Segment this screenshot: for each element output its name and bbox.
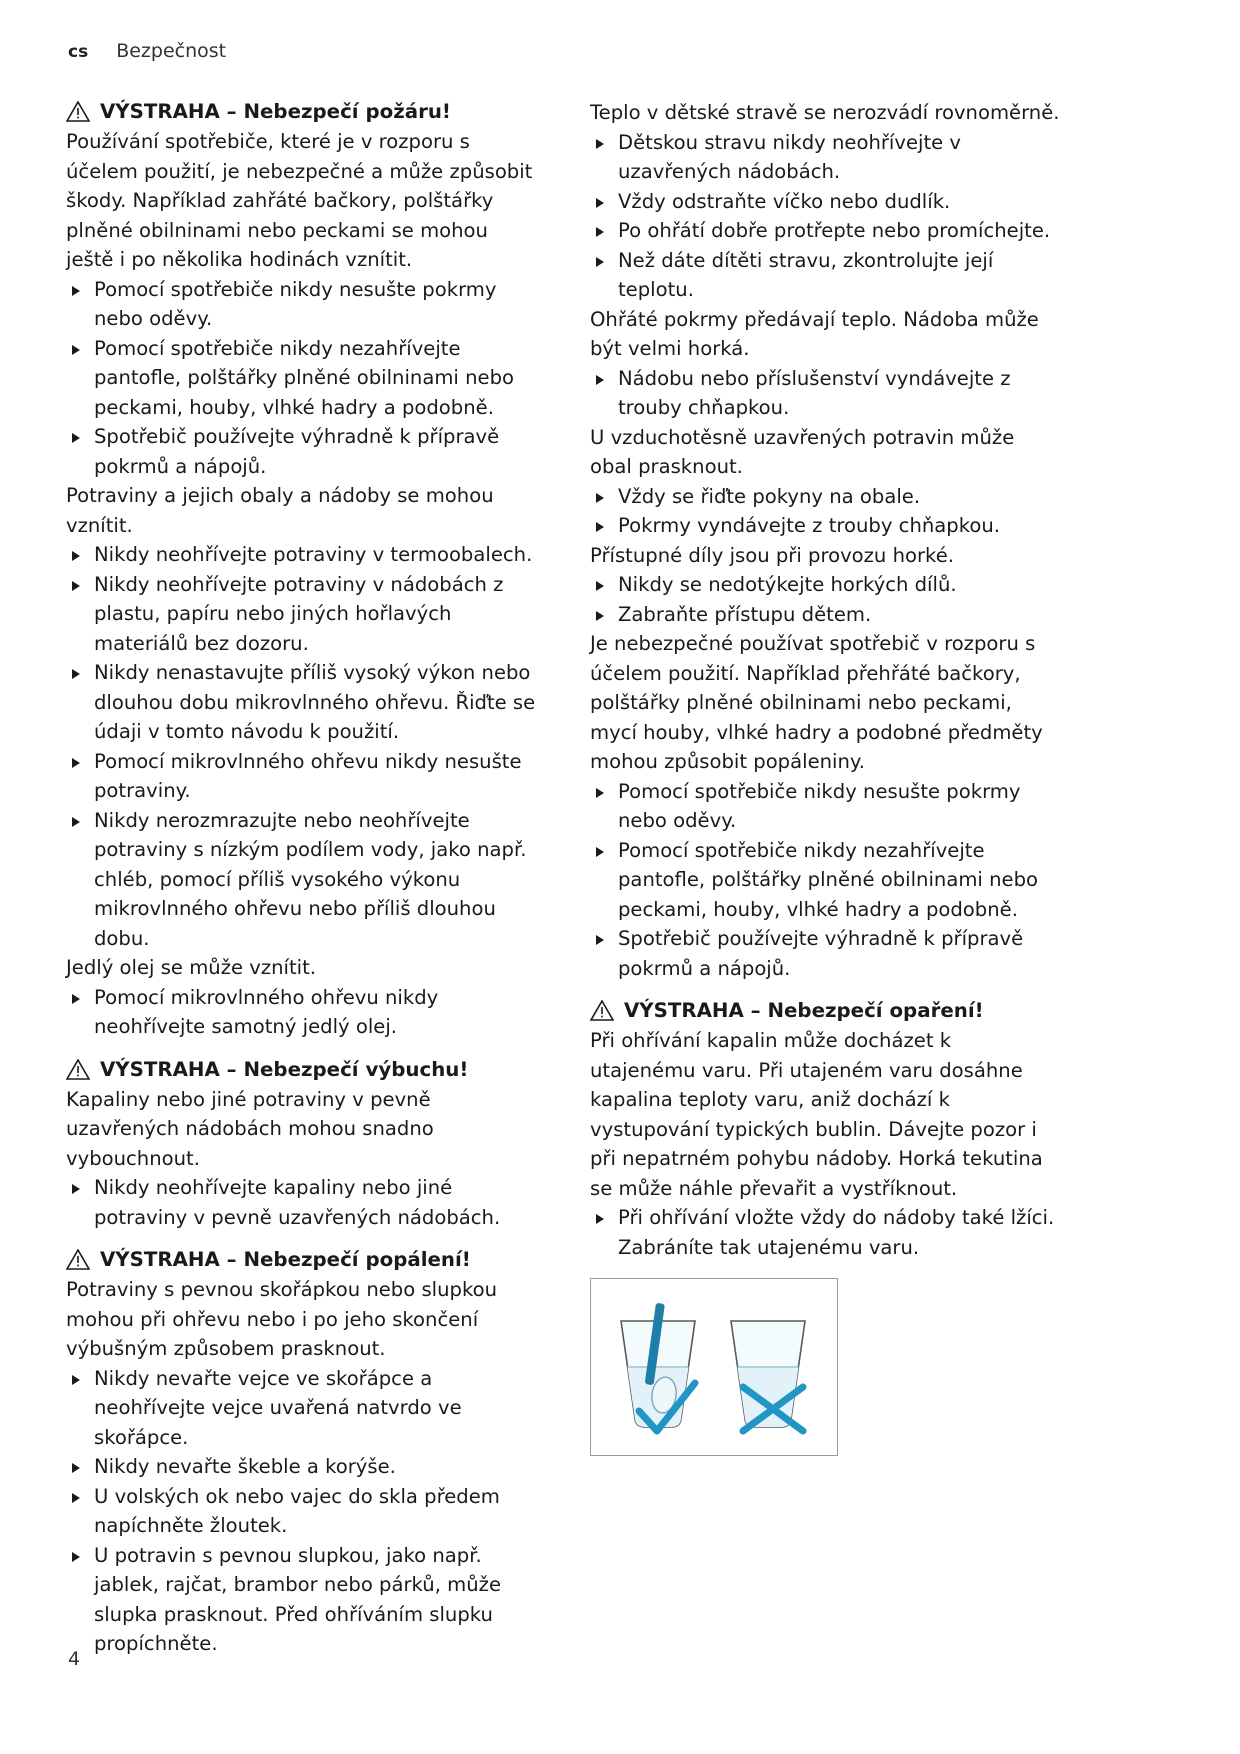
warning-triangle-icon: [590, 1000, 614, 1021]
left-column: [66, 98, 536, 1659]
list-item: Pomocí spotřebiče nikdy nezahřívejte pantofle, polštářky plněné obilninami nebo peckami, houby, vlhké hadry a podobně.: [66, 334, 536, 423]
warning-triangle-icon: [66, 101, 90, 122]
list-item: Pomocí mikrovlnného ohřevu nikdy neohřívejte samotný jedlý olej.: [66, 983, 536, 1042]
warning-title-explosion: VÝSTRAHA – Nebezpečí výbuchu!: [100, 1057, 469, 1081]
bullet-list-burn: [66, 1364, 536, 1659]
warning-triangle-icon: [66, 1059, 90, 1080]
bullet-list-baby-food: [590, 128, 1060, 305]
warning-title-burn: VÝSTRAHA – Nebezpečí popálení!: [100, 1248, 471, 1271]
page-number: 4: [68, 1648, 81, 1670]
list-item: Než dáte dítěti stravu, zkontrolujte její teplotu.: [590, 246, 1060, 305]
list-item: Po ohřátí dobře protřepte nebo promíchejte.: [590, 216, 1060, 246]
paragraph-fire-intro: Používání spotřebiče, které je v rozporu s účelem použití, je nebezpečné a může způsobit škody. Například zahřáté bačkory, polštářky plněné obilninami nebo peckami se mohou ještě i po několika hodinách vznítit.: [66, 130, 533, 271]
paragraph-packaging: Potraviny a jejich obaly a nádoby se mohou vznítit.: [66, 484, 494, 537]
bullet-list-scald: [590, 1203, 1060, 1262]
warning-heading-scald: [590, 997, 1060, 1025]
list-item: Při ohřívání vložte vždy do nádoby také lžíci. Zabráníte tak utajenému varu.: [590, 1203, 1060, 1262]
paragraph-shell-foods: Potraviny s pevnou skořápkou nebo slupkou mohou při ohřevu nebo i po jeho skončení výbušným způsobem prasknout.: [66, 1278, 498, 1360]
list-item: Pomocí spotřebiče nikdy nesušte pokrmy nebo oděvy.: [66, 275, 536, 334]
bullet-list-oil: [66, 983, 536, 1042]
paragraph-hot-dishes: Ohřáté pokrmy předávají teplo. Nádoba může být velmi horká.: [590, 307, 1039, 360]
paragraph-oil: Jedlý olej se může vznítit.: [66, 956, 317, 979]
warning-title-fire: VÝSTRAHA – Nebezpečí požáru!: [100, 100, 451, 123]
paragraph-sealed-packaging: U vzduchotěsně uzavřených potravin může obal prasknout.: [590, 425, 1015, 478]
list-item: Pokrmy vyndávejte z trouby chňapkou.: [590, 511, 1060, 541]
warning-triangle-icon: [66, 1249, 90, 1270]
bullet-list-fire-2: [66, 540, 536, 953]
paragraph-delayed-boiling: Při ohřívání kapalin může docházet k utajenému varu. Při utajeném varu dosáhne kapalina teploty varu, aniž dochází k vystupování typických bublin. Dávejte pozor i při nepatrném pohybu nádoby. Horká tekutina se může náhle převařit a vystříknout.: [590, 1029, 1043, 1200]
glass-with-spoon-illustration: [590, 1278, 838, 1456]
list-item: Nikdy neohřívejte kapaliny nebo jiné potraviny v pevně uzavřených nádobách.: [66, 1173, 536, 1232]
right-column: [590, 98, 1060, 1659]
paragraph-misuse: Je nebezpečné používat spotřebič v rozporu s účelem použití. Například přehřáté bačkory, polštářky plněné obilninami nebo peckami, mycí houby, vlhké hadry a podobné předměty mohou způsobit popáleniny.: [590, 632, 1043, 773]
list-item: Dětskou stravu nikdy neohřívejte v uzavřených nádobách.: [590, 128, 1060, 187]
paragraph-accessible-parts: Přístupné díly jsou při provozu horké.: [590, 543, 954, 567]
list-item: Vždy se řiďte pokyny na obale.: [590, 482, 1060, 512]
list-item: Pomocí mikrovlnného ohřevu nikdy nesušte potraviny.: [66, 747, 536, 806]
list-item: Spotřebič používejte výhradně k přípravě pokrmů a nápojů.: [590, 924, 1060, 983]
list-item: Nikdy neohřívejte potraviny v nádobách z plastu, papíru nebo jiných hořlavých materiálů bez dozoru.: [66, 570, 536, 659]
paragraph-explosion: Kapaliny nebo jiné potraviny v pevně uzavřených nádobách mohou snadno vybouchnout.: [66, 1087, 434, 1170]
list-item: Nikdy se nedotýkejte horkých dílů.: [590, 570, 1060, 600]
paragraph-baby-food: Teplo v dětské stravě se nerozvádí rovnoměrně.: [590, 101, 1060, 124]
warning-heading-explosion: [66, 1056, 536, 1084]
warning-heading-fire: [66, 98, 536, 126]
list-item: U potravin s pevnou slupkou, jako např. jablek, rajčat, brambor nebo párků, může slupka prasknout. Před ohříváním slupku propíchněte.: [66, 1541, 536, 1659]
warning-heading-burn: [66, 1246, 536, 1274]
list-item: Vždy odstraňte víčko nebo dudlík.: [590, 187, 1060, 217]
bullet-list-hot-dishes: [590, 364, 1060, 423]
bullet-list-sealed-packaging: [590, 482, 1060, 541]
content-columns: [0, 98, 1240, 1659]
list-item: Nikdy nerozmrazujte nebo neohřívejte potraviny s nízkým podílem vody, jako např. chléb, pomocí příliš vysokého výkonu mikrovlnného ohřevu nebo příliš dlouhou dobu.: [66, 806, 536, 954]
list-item: Nikdy nevařte vejce ve skořápce a neohřívejte vejce uvařená natvrdo ve skořápce.: [66, 1364, 536, 1453]
warning-title-scald: VÝSTRAHA – Nebezpečí opaření!: [624, 999, 984, 1022]
list-item: Nikdy neohřívejte potraviny v termoobalech.: [66, 540, 536, 570]
chapter-title: Bezpečnost: [116, 40, 227, 62]
list-item: U volských ok nebo vajec do skla předem napíchněte žloutek.: [66, 1482, 536, 1541]
list-item: Pomocí spotřebiče nikdy nesušte pokrmy nebo oděvy.: [590, 777, 1060, 836]
page-header: [68, 40, 226, 62]
bullet-list-misuse: [590, 777, 1060, 984]
list-item: Nikdy nenastavujte příliš vysoký výkon nebo dlouhou dobu mikrovlnného ohřevu. Řiďte se údaji v tomto návodu k použití.: [66, 658, 536, 747]
bullet-list-accessible-parts: [590, 570, 1060, 629]
bullet-list-explosion: [66, 1173, 536, 1232]
list-item: Spotřebič používejte výhradně k přípravě pokrmů a nápojů.: [66, 422, 536, 481]
list-item: Pomocí spotřebiče nikdy nezahřívejte pantofle, polštářky plněné obilninami nebo peckami, houby, vlhké hadry a podobně.: [590, 836, 1060, 925]
language-code: cs: [68, 42, 89, 62]
list-item: Zabraňte přístupu dětem.: [590, 600, 1060, 630]
list-item: Nikdy nevařte škeble a korýše.: [66, 1452, 536, 1482]
list-item: Nádobu nebo příslušenství vyndávejte z trouby chňapkou.: [590, 364, 1060, 423]
bullet-list-fire-1: [66, 275, 536, 482]
